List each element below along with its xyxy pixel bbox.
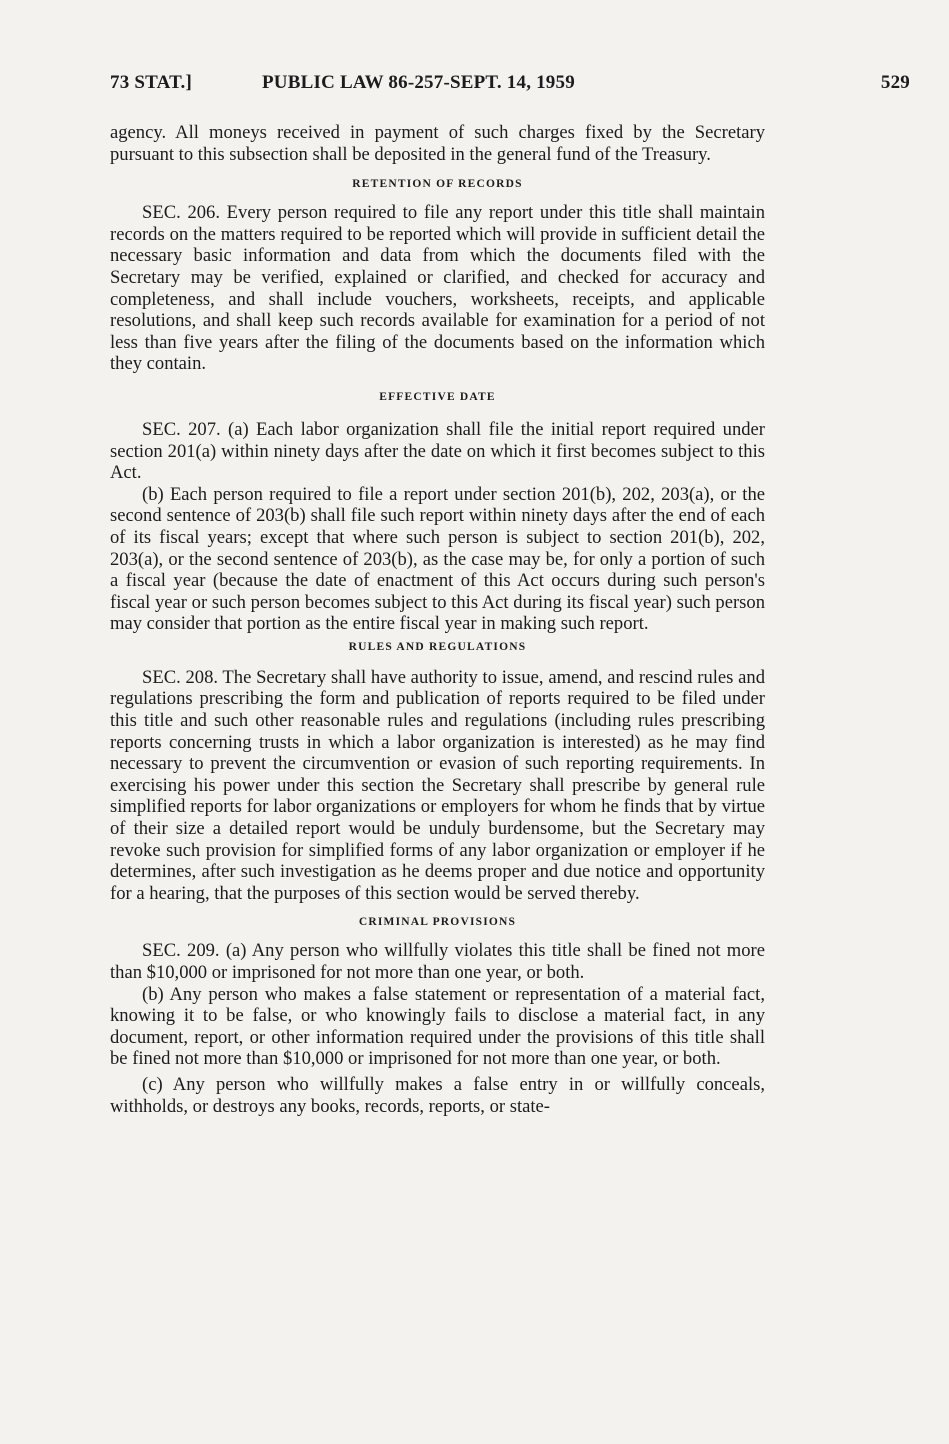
paragraph (110, 667, 765, 905)
statute-reference: 73 STAT.] (110, 72, 193, 93)
paragraph-text: 207. (a) Each labor organization shall file the initial report required under section 201(a) within ninety days after the date on which it first becomes subject to this Act. (110, 418, 765, 484)
section-heading: RETENTION OF RECORDS (352, 178, 523, 191)
section-label: SEC. (142, 418, 181, 440)
section-label: SEC. (142, 940, 181, 962)
paragraph: (b) Any person who makes a false statement or representation of a material fact, knowing it to be false, or who knowingly fails to disclose a material fact, in any document, report, or other information required under the provisions of this title shall be fined not more than $10,000 or imprisoned for not more than one year, or both. (110, 983, 765, 1070)
body-text (110, 122, 765, 1117)
paragraph: agency. All moneys received in payment of such charges fixed by the Secretary pursuant to this subsection shall be deposited in the general fund of the Treasury. (110, 122, 765, 165)
paragraph (110, 202, 765, 375)
law-title: PUBLIC LAW 86-257-SEPT. 14, 1959 (262, 72, 575, 93)
paragraph-text: 209. (a) Any person who willfully violates this title shall be fined not more than $10,000 or imprisoned for not more than one year, or both. (110, 940, 765, 983)
section-heading: CRIMINAL PROVISIONS (358, 916, 517, 929)
paragraph-text: 208. The Secretary shall have authority to issue, amend, and rescind rules and regulations prescribing the form and publication of reports required to be filed under this title and such other reasonable rules and regulations (including rules prescribing reports concerning trusts in which a labor organization is interested) as he may find necessary to prevent the circumvention or evasion of such reporting requirements. In exercising his power under this section the Secretary shall prescribe by general rule simplified reports for labor organizations or employers for whom he finds that by virtue of their size a detailed report would be unduly burdensome, but the Secretary may revoke such provision for simplified forms of any labor organization or employer if he determines, after such investigation as he deems proper and due notice and opportunity for a hearing, that the purposes of this section would be served thereby. (110, 666, 765, 904)
paragraph: (b) Each person required to file a report under section 201(b), 202, 203(a), or the second sentence of 203(b) shall file such report within ninety days after the end of each of its fiscal years; except that where such person is subject to section 201(b), 202, 203(a), or the second sentence of 203(b), as the case may be, for only a portion of such a fiscal year (because the date of enactment of this Act occurs during such person's fiscal year or such person becomes subject to this Act during its fiscal year) such person may consider that portion as the entire fiscal year in making such report. (110, 483, 765, 635)
page-number: 529 (880, 72, 910, 93)
section-heading: RULES AND REGULATIONS (348, 640, 527, 653)
section-heading: EFFECTIVE DATE (379, 390, 496, 403)
running-header (110, 72, 910, 102)
section-label: SEC. (142, 202, 181, 224)
section-label: SEC. (142, 666, 181, 688)
paragraph-text: 206. Every person required to file any report under this title shall maintain records on the matters required to be reported which will provide in sufficient detail the necessary basic information and data from which the documents filed with the Secretary may be verified, explained or clarified, and checked for accuracy and completeness, and shall include vouchers, worksheets, receipts, and applicable resolutions, and shall keep such records available for examination for a period of not less than five years after the filing of the documents based on the information which they contain. (110, 202, 765, 375)
paragraph (110, 419, 765, 484)
paragraph (110, 940, 765, 983)
paragraph: (c) Any person who willfully makes a false entry in or willfully conceals, withholds, or destroys any books, records, reports, or state- (110, 1073, 765, 1117)
